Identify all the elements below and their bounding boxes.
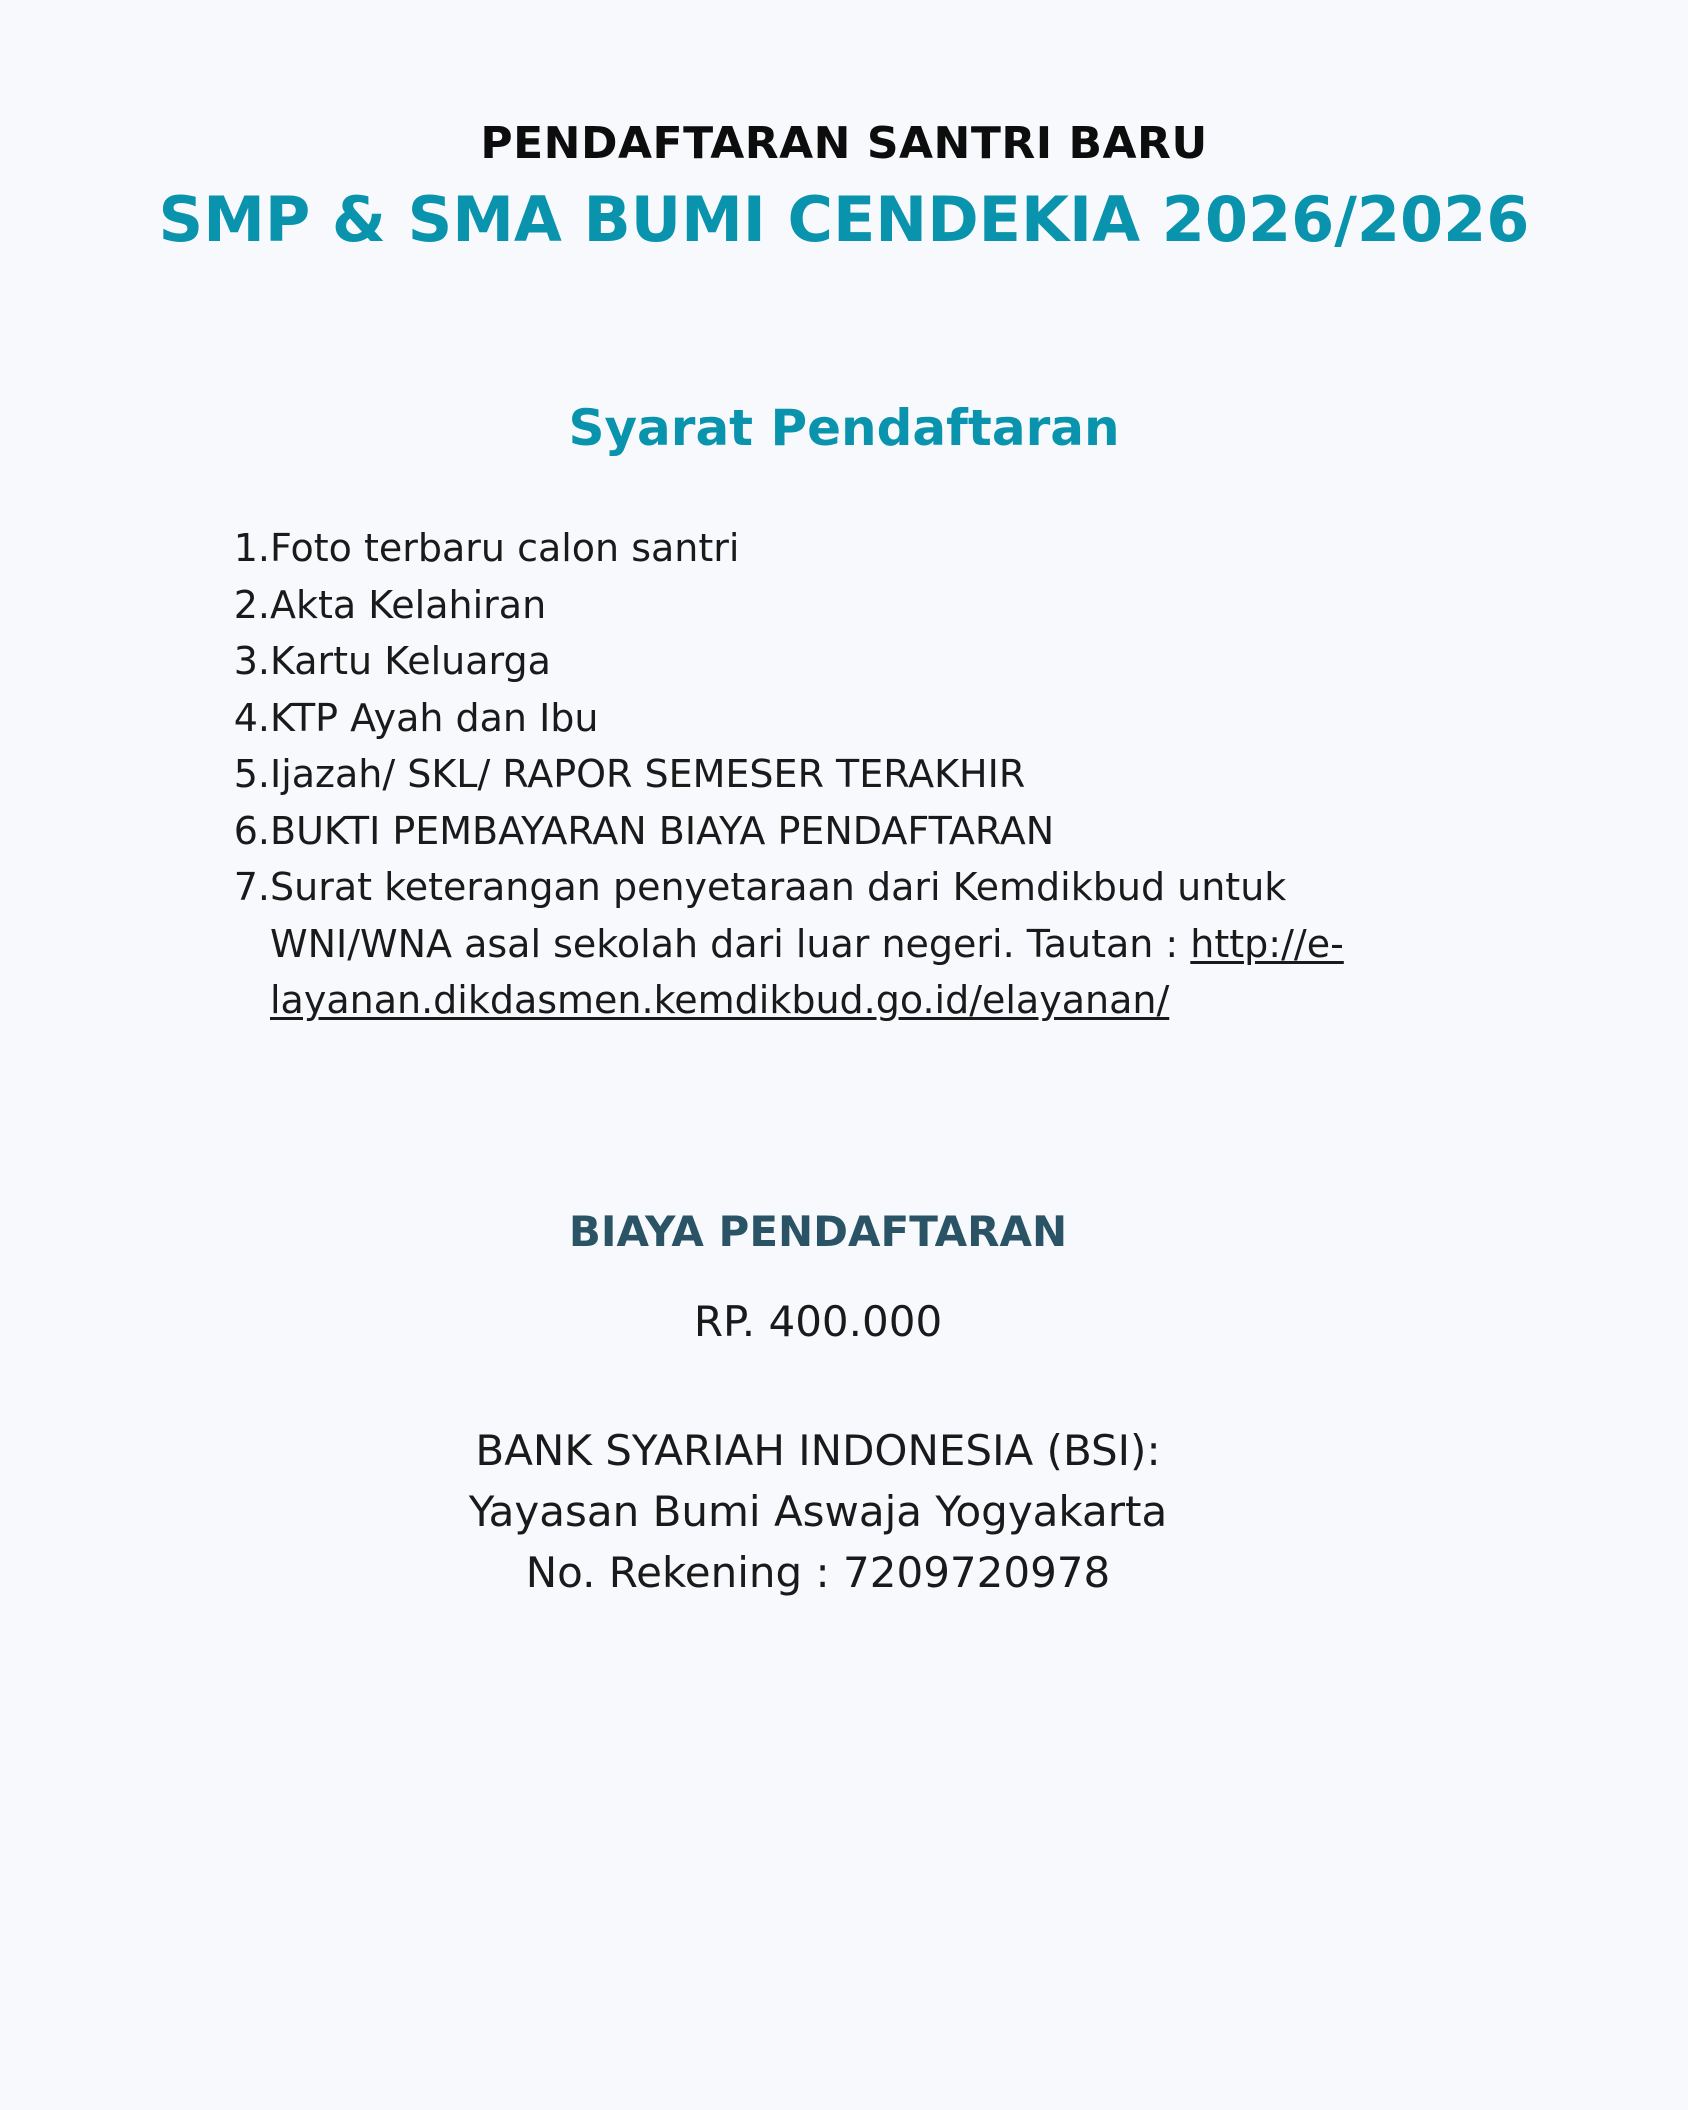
account-holder: Yayasan Bumi Aswaja Yogyakarta bbox=[468, 1487, 1168, 1536]
list-item-number: 4. bbox=[233, 695, 270, 740]
fee-amount: RP. 400.000 bbox=[693, 1297, 943, 1346]
header-kicker: PENDAFTARAN SANTRI BARU bbox=[480, 118, 1208, 169]
list-item bbox=[226, 577, 1406, 634]
fee-title: BIAYA PENDAFTARAN bbox=[568, 1207, 1068, 1256]
list-item-number: 3. bbox=[233, 639, 270, 683]
list-item-text: KTP Ayah dan Ibu bbox=[270, 695, 599, 740]
bank-name: BANK SYARIAH INDONESIA (BSI): bbox=[475, 1426, 1161, 1475]
list-item-text: Foto terbaru calon santri bbox=[270, 526, 740, 570]
list-item-text: Akta Kelahiran bbox=[270, 582, 547, 627]
elayanan-link[interactable]: http://e-layanan.dikdasmen.kemdikbud.go.id/elayanan/ bbox=[270, 921, 1344, 1022]
list-item bbox=[226, 859, 1406, 1029]
list-item-number: 5. bbox=[233, 752, 270, 796]
account-number: No. Rekening : 7209720978 bbox=[525, 1548, 1111, 1597]
list-item bbox=[226, 520, 1406, 577]
list-item-text: Kartu Keluarga bbox=[270, 639, 551, 683]
requirements-title: Syarat Pendaftaran bbox=[568, 399, 1120, 457]
list-item-text: Ijazah/ SKL/ RAPOR SEMESER TERAKHIR bbox=[270, 752, 1026, 796]
list-item-text-body: Surat keterangan penyetaraan dari Kemdikbud untuk WNI/WNA asal sekolah dari luar negeri. Tautan : bbox=[270, 865, 1287, 966]
list-item bbox=[226, 746, 1406, 803]
bank-info bbox=[0, 1420, 1636, 1603]
list-item-number: 6. bbox=[233, 808, 270, 853]
list-item-number: 1. bbox=[233, 526, 270, 570]
list-item bbox=[226, 803, 1406, 860]
list-item-text: BUKTI PEMBAYARAN BIAYA PENDAFTARAN bbox=[270, 808, 1055, 853]
requirements-list bbox=[226, 520, 1406, 1029]
list-item bbox=[226, 690, 1406, 747]
list-item bbox=[226, 633, 1406, 690]
page-title: SMP & SMA BUMI CENDEKIA 2026/2026 bbox=[158, 183, 1530, 256]
list-item-number: 7. bbox=[233, 865, 270, 909]
list-item-number: 2. bbox=[233, 582, 270, 627]
list-item-text bbox=[270, 859, 1406, 1029]
